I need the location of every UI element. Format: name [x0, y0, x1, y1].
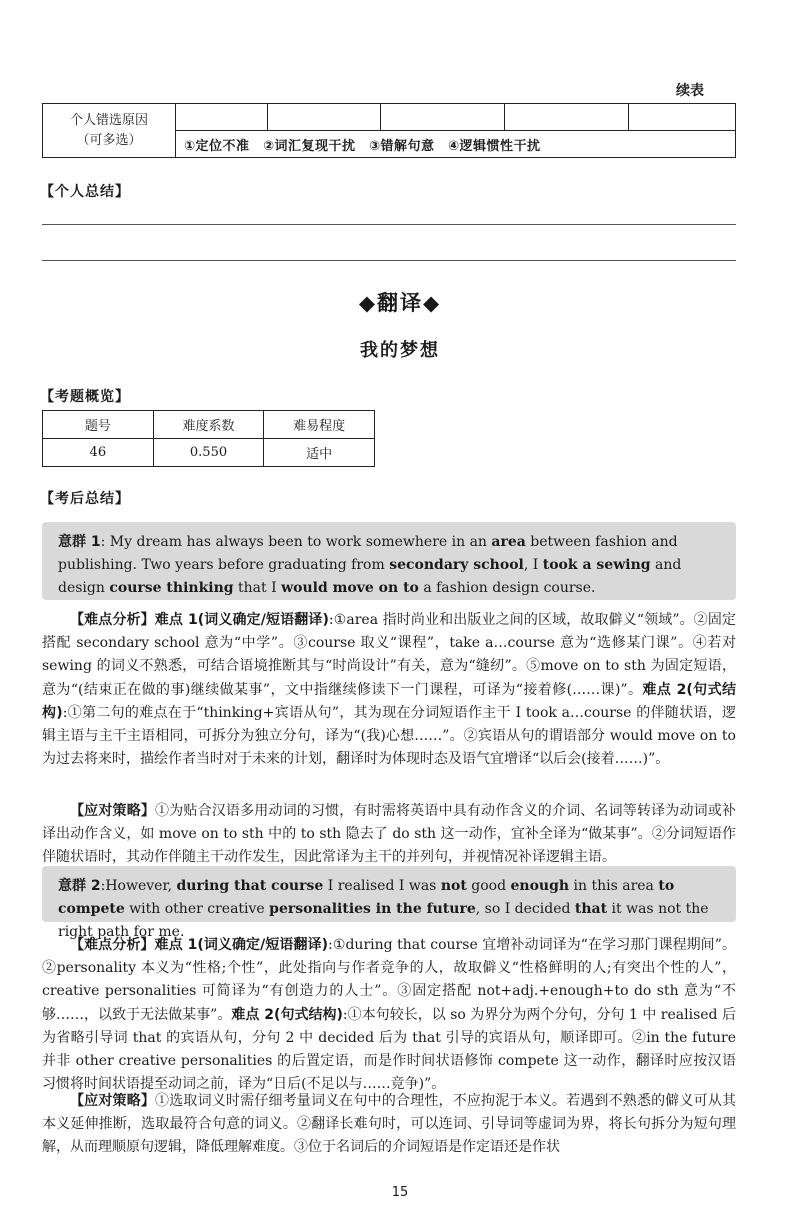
difficulty-1-text: :①area 指时尚业和出版业之间的区域，故取僻义“领域”。②固定搭配 secondary school 意为“中学”。③course 取义“课程”，take a…course 意为“选修某门课”。④若对 sewing 的词义不熟悉，可结合语境推断其与“时尚设计”有关，意为“缝纫”。⑤move on to sth 为固定短语，意为“(结束正在做的事)继续做某事”，文中指继续修读下一门课程，可译为“接着修(……课)”。 — [42, 612, 737, 698]
page-number: 15 — [391, 1185, 409, 1200]
text: : My dream has always been to work somewhere in an — [100, 534, 492, 550]
blank-cell — [505, 104, 629, 131]
difficulty-2-text: :①本句较长，以 so 为界分为两个分句，分句 1 中 realised 后为省略引导词 that 的宾语从句，分句 2 中 decided 后为 that 引导的宾语从句，顺译即可。②in the future 并非 other creative personalities 的后置定语，而是作时间状语修饰 compete 这一动作，翻译时应按汉语习惯将时间状语提至动词之前，译为“日后(不足以与……竞争)”。 — [42, 1006, 736, 1093]
blank-cell — [381, 104, 505, 131]
difficulty-2-text: :①第二句的难点在于“thinking+宾语从句”，其为现在分词短语作主干 I took a…course 的伴随状语，逻辑主语与主干主语相同，可拆分为独立分句，译为“(我)心想……”。②宾语从句的谓语部分 would move on to 为过去将来时，描绘作者当时对于未来的计划，翻译时为体现时态及语气宜增译“以后会(接着……)”。 — [42, 704, 736, 768]
analysis-label: 【难点分析】 — [70, 937, 155, 953]
group1-strategy — [42, 800, 736, 870]
strategy-label: 【应对策略】 — [70, 1093, 156, 1109]
text: it was not the right path for me. — [58, 901, 709, 940]
key-term: secondary school — [389, 557, 524, 573]
error-reason-header — [43, 104, 176, 158]
passage-title: 我的梦想 — [360, 340, 440, 361]
text: between fashion and publishing. Two years before graduating from — [58, 534, 678, 573]
difficulty-1-label: 难点 1(词义确定/短语翻译) — [154, 937, 329, 953]
section-title: ◆翻译◆ — [358, 291, 442, 315]
key-term: course thinking — [109, 580, 234, 596]
difficulty-2-label: 难点 2(句式结构) — [42, 681, 736, 721]
group-label: 意群 2 — [58, 878, 101, 894]
text: I realised I was — [323, 878, 441, 894]
question-number: 46 — [43, 439, 154, 467]
text: good — [466, 878, 511, 894]
col-header: 难易程度 — [264, 411, 375, 439]
blank-cell — [176, 104, 268, 131]
error-reason-header-line1: 个人错选原因 — [69, 112, 148, 128]
error-reason-options: ①定位不准 ②词汇复现干扰 ③错解句意 ④逻辑惯性干扰 — [176, 131, 736, 158]
col-header: 难度系数 — [153, 411, 264, 439]
text: , so I decided — [475, 901, 575, 917]
blank-cell — [268, 104, 381, 131]
difficulty-1-text: :①during that course 宜增补动词译为“在学习那门课程期间”。②personality 本义为“性格;个性”，此处指向与作者竞争的人，故取僻义“性格鲜明的人;有突出个性的人”，creative personalities 可简译为“有创造力的人士”。③固定搭配 not+adj.+enough+to do sth 意为“不够……，以致于无法做某事”。 — [42, 937, 737, 1023]
strategy-label: 【应对策略】 — [70, 803, 156, 819]
text: :However, — [100, 878, 177, 894]
group2-difficulty-analysis — [42, 934, 736, 1096]
strategy-text: ①选取词义时需仔细考量词义在句中的合理性，不应拘泥于本义。若遇到不熟悉的僻义可从其本义延伸推断，选取最符合句意的词义。②翻译长难句时，可以连词、引导词等虚词为界，将长句拆分为短句理解，从而理顺原句逻辑，降低理解难度。③位于名词后的介词短语是作定语还是作状 — [42, 1093, 737, 1156]
difficulty-2-label: 难点 2(句式结构) — [231, 1006, 343, 1023]
writing-line — [42, 260, 736, 261]
difficulty-1-label: 难点 1(词义确定/短语翻译) — [154, 612, 329, 628]
key-term: would move on to — [281, 580, 419, 596]
strategy-text: ①为贴合汉语多用动词的习惯，有时需将英语中具有动作含义的介词、名词等转译为动词或补译出动作含义，如 move on to sth 中的 to sth 隐去了 do sth 这一动作，宜补全译为“做某事”。②分词短语作伴随状语时，其动作伴随主干动作发生，因此常译为主干的并列句，并视情况补译逻辑主语。 — [42, 803, 737, 866]
sense-group-2 — [42, 866, 736, 940]
text: and design — [58, 557, 682, 596]
writing-line — [42, 224, 736, 225]
difficulty-coefficient: 0.550 — [153, 439, 264, 467]
personal-summary-label: 【个人总结】 — [40, 184, 130, 200]
col-header: 题号 — [43, 411, 154, 439]
text: in this area — [569, 878, 659, 894]
question-table — [42, 410, 375, 467]
key-term: personalities in the future — [269, 901, 476, 917]
text: a fashion design course. — [418, 580, 596, 596]
key-term: that — [574, 901, 608, 917]
key-term: to compete — [58, 878, 675, 917]
blank-cell — [629, 104, 736, 131]
overview-label: 【考题概览】 — [40, 389, 130, 405]
error-reason-header-line2: （可多选） — [76, 132, 142, 148]
difficulty-level: 适中 — [264, 439, 375, 467]
group-label: 意群 1 — [58, 534, 101, 550]
text: that I — [233, 580, 282, 596]
error-reason-table — [42, 103, 736, 158]
key-term: enough — [510, 878, 570, 894]
key-term: took a sewing — [542, 557, 651, 573]
group2-strategy — [42, 1090, 736, 1160]
group1-difficulty-analysis — [42, 609, 736, 771]
continued-label: 续表 — [676, 83, 704, 99]
key-term: area — [491, 534, 526, 550]
analysis-label: 【难点分析】 — [70, 612, 155, 628]
post-exam-label: 【考后总结】 — [40, 491, 130, 507]
sense-group-1 — [42, 522, 736, 600]
text: with other creative — [124, 901, 270, 917]
key-term: not — [440, 878, 467, 894]
text: , I — [523, 557, 543, 573]
key-term: during that course — [176, 878, 324, 894]
